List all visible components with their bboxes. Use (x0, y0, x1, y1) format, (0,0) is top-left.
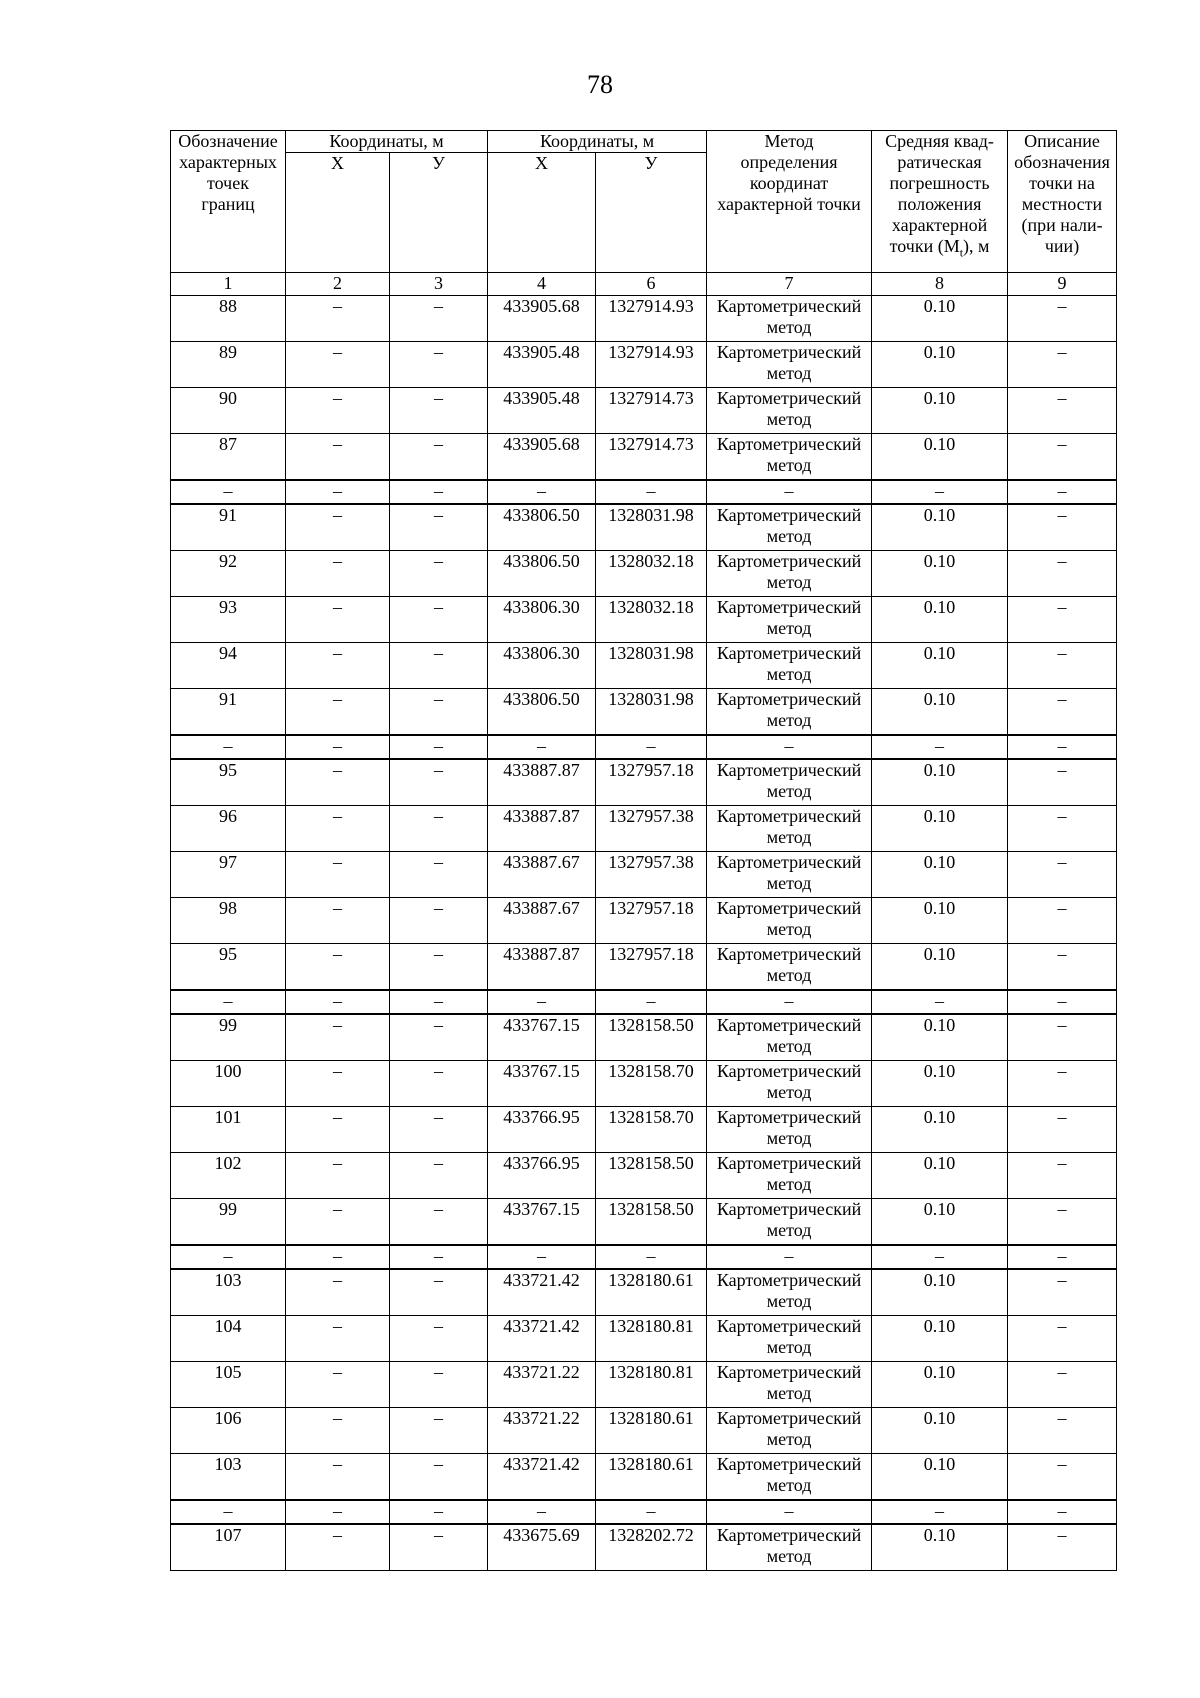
x-old-cell: – (286, 388, 390, 434)
x-new-cell: 433887.67 (488, 852, 596, 898)
x-old-cell: – (286, 1107, 390, 1153)
y-old-cell: – (390, 1524, 488, 1571)
separator-cell: – (596, 990, 707, 1014)
point-designation-cell: 87 (171, 434, 286, 481)
x-old-cell: – (286, 1153, 390, 1199)
description-cell: – (1008, 434, 1117, 481)
separator-cell: – (1008, 480, 1117, 504)
table-row (171, 1014, 1117, 1061)
header-number: 7 (707, 273, 872, 296)
header-coords-group-1: Координаты, м (286, 131, 488, 153)
method-cell: Картометрический метод (707, 434, 872, 481)
description-cell: – (1008, 1107, 1117, 1153)
error-cell: 0.10 (872, 689, 1008, 736)
error-cell: 0.10 (872, 852, 1008, 898)
method-cell: Картометрический метод (707, 597, 872, 643)
separator-cell: – (488, 990, 596, 1014)
method-cell: Картометрический метод (707, 1153, 872, 1199)
description-cell: – (1008, 852, 1117, 898)
error-cell: 0.10 (872, 1362, 1008, 1408)
separator-cell: – (286, 1500, 390, 1524)
method-cell: Картометрический метод (707, 1408, 872, 1454)
method-cell: Картометрический метод (707, 852, 872, 898)
point-designation-cell: 88 (171, 296, 286, 342)
separator-cell: – (596, 735, 707, 759)
separator-cell: – (596, 1500, 707, 1524)
table-row (171, 504, 1117, 551)
error-cell: 0.10 (872, 1454, 1008, 1501)
y-new-cell: 1327914.73 (596, 388, 707, 434)
method-cell: Картометрический метод (707, 689, 872, 736)
description-cell: – (1008, 551, 1117, 597)
separator-cell: – (286, 990, 390, 1014)
x-new-cell: 433905.68 (488, 434, 596, 481)
separator-cell: – (390, 990, 488, 1014)
error-cell: 0.10 (872, 504, 1008, 551)
point-designation-cell: 95 (171, 944, 286, 991)
x-old-cell: – (286, 1316, 390, 1362)
x-new-cell: 433905.48 (488, 388, 596, 434)
method-cell: Картометрический метод (707, 388, 872, 434)
y-old-cell: – (390, 504, 488, 551)
y-old-cell: – (390, 689, 488, 736)
description-cell: – (1008, 1153, 1117, 1199)
header-row-top (171, 131, 1117, 153)
header-number: 1 (171, 273, 286, 296)
table-row (171, 1153, 1117, 1199)
point-designation-cell: 96 (171, 806, 286, 852)
table-row (171, 1269, 1117, 1316)
header-error (872, 131, 1008, 273)
header-number: 9 (1008, 273, 1117, 296)
y-new-cell: 1328031.98 (596, 643, 707, 689)
y-old-cell: – (390, 1061, 488, 1107)
y-new-cell: 1328158.50 (596, 1153, 707, 1199)
x-old-cell: – (286, 504, 390, 551)
x-new-cell: 433806.50 (488, 551, 596, 597)
x-new-cell: 433767.15 (488, 1061, 596, 1107)
x-old-cell: – (286, 551, 390, 597)
x-new-cell: 433806.30 (488, 643, 596, 689)
x-old-cell: – (286, 852, 390, 898)
separator-cell: – (872, 480, 1008, 504)
separator-cell: – (171, 735, 286, 759)
x-new-cell: 433806.50 (488, 504, 596, 551)
separator-cell: – (707, 735, 872, 759)
separator-cell: – (596, 1245, 707, 1269)
separator-cell: – (707, 480, 872, 504)
point-designation-cell: 107 (171, 1524, 286, 1571)
y-old-cell: – (390, 388, 488, 434)
x-old-cell: – (286, 434, 390, 481)
table-row (171, 643, 1117, 689)
method-cell: Картометрический метод (707, 551, 872, 597)
y-old-cell: – (390, 1362, 488, 1408)
x-old-cell: – (286, 759, 390, 806)
y-old-cell: – (390, 852, 488, 898)
y-old-cell: – (390, 1107, 488, 1153)
header-error-text: Средняя квад- ратическая погрешность положения характерной точки (M (885, 131, 994, 256)
method-cell: Картометрический метод (707, 1269, 872, 1316)
method-cell: Картометрический метод (707, 296, 872, 342)
y-old-cell: – (390, 1014, 488, 1061)
separator-cell: – (171, 480, 286, 504)
description-cell: – (1008, 1199, 1117, 1246)
separator-cell: – (488, 1500, 596, 1524)
point-designation-cell: 101 (171, 1107, 286, 1153)
description-cell: – (1008, 689, 1117, 736)
header-error-tail: ), м (963, 236, 990, 256)
separator-row (171, 735, 1117, 759)
separator-cell: – (1008, 1500, 1117, 1524)
method-cell: Картометрический метод (707, 342, 872, 388)
x-old-cell: – (286, 806, 390, 852)
error-cell: 0.10 (872, 643, 1008, 689)
error-cell: 0.10 (872, 759, 1008, 806)
y-old-cell: – (390, 1454, 488, 1501)
y-new-cell: 1328180.61 (596, 1408, 707, 1454)
method-cell: Картометрический метод (707, 1316, 872, 1362)
y-old-cell: – (390, 1153, 488, 1199)
description-cell: – (1008, 504, 1117, 551)
error-cell: 0.10 (872, 597, 1008, 643)
separator-cell: – (488, 480, 596, 504)
separator-row (171, 990, 1117, 1014)
point-designation-cell: 106 (171, 1408, 286, 1454)
point-designation-cell: 95 (171, 759, 286, 806)
y-new-cell: 1328180.81 (596, 1316, 707, 1362)
separator-cell: – (488, 735, 596, 759)
y-new-cell: 1327914.73 (596, 434, 707, 481)
separator-cell: – (286, 735, 390, 759)
y-old-cell: – (390, 551, 488, 597)
error-cell: 0.10 (872, 296, 1008, 342)
table-row (171, 1362, 1117, 1408)
x-old-cell: – (286, 1362, 390, 1408)
separator-cell: – (171, 1245, 286, 1269)
error-cell: 0.10 (872, 342, 1008, 388)
header-number: 8 (872, 273, 1008, 296)
x-old-cell: – (286, 296, 390, 342)
y-new-cell: 1328158.50 (596, 1014, 707, 1061)
description-cell: – (1008, 643, 1117, 689)
x-old-cell: – (286, 643, 390, 689)
error-cell: 0.10 (872, 1408, 1008, 1454)
error-cell: 0.10 (872, 1316, 1008, 1362)
table-row (171, 1408, 1117, 1454)
point-designation-cell: 103 (171, 1269, 286, 1316)
separator-cell: – (286, 1245, 390, 1269)
point-designation-cell: 90 (171, 388, 286, 434)
separator-cell: – (1008, 990, 1117, 1014)
separator-cell: – (872, 735, 1008, 759)
table-row (171, 806, 1117, 852)
x-old-cell: – (286, 689, 390, 736)
y-old-cell: – (390, 1199, 488, 1246)
separator-cell: – (390, 1245, 488, 1269)
separator-row (171, 1245, 1117, 1269)
y-new-cell: 1327957.18 (596, 759, 707, 806)
header-x-old: Х (286, 153, 390, 273)
y-new-cell: 1328180.61 (596, 1454, 707, 1501)
description-cell: – (1008, 342, 1117, 388)
point-designation-cell: 91 (171, 689, 286, 736)
description-cell: – (1008, 944, 1117, 991)
y-old-cell: – (390, 643, 488, 689)
point-designation-cell: 97 (171, 852, 286, 898)
x-new-cell: 433721.22 (488, 1408, 596, 1454)
y-new-cell: 1327957.18 (596, 944, 707, 991)
point-designation-cell: 100 (171, 1061, 286, 1107)
description-cell: – (1008, 898, 1117, 944)
table-body (171, 131, 1117, 1571)
x-new-cell: 433905.68 (488, 296, 596, 342)
method-cell: Картометрический метод (707, 1362, 872, 1408)
method-cell: Картометрический метод (707, 643, 872, 689)
x-new-cell: 433905.48 (488, 342, 596, 388)
separator-cell: – (171, 1500, 286, 1524)
x-new-cell: 433766.95 (488, 1153, 596, 1199)
method-cell: Картометрический метод (707, 759, 872, 806)
error-cell: 0.10 (872, 1524, 1008, 1571)
point-designation-cell: 105 (171, 1362, 286, 1408)
separator-cell: – (390, 1500, 488, 1524)
description-cell: – (1008, 1061, 1117, 1107)
x-new-cell: 433887.87 (488, 806, 596, 852)
point-designation-cell: 94 (171, 643, 286, 689)
table-row (171, 342, 1117, 388)
header-x-new: Х (488, 153, 596, 273)
x-new-cell: 433766.95 (488, 1107, 596, 1153)
error-cell: 0.10 (872, 944, 1008, 991)
description-cell: – (1008, 388, 1117, 434)
y-new-cell: 1328180.81 (596, 1362, 707, 1408)
description-cell: – (1008, 1524, 1117, 1571)
y-old-cell: – (390, 342, 488, 388)
point-designation-cell: 98 (171, 898, 286, 944)
error-cell: 0.10 (872, 1269, 1008, 1316)
description-cell: – (1008, 597, 1117, 643)
page-number: 78 (587, 70, 613, 99)
x-new-cell: 433675.69 (488, 1524, 596, 1571)
separator-cell: – (390, 735, 488, 759)
header-row-numbers (171, 273, 1117, 296)
y-old-cell: – (390, 944, 488, 991)
separator-cell: – (1008, 1245, 1117, 1269)
header-number: 4 (488, 273, 596, 296)
description-cell: – (1008, 1269, 1117, 1316)
point-designation-cell: 92 (171, 551, 286, 597)
separator-cell: – (390, 480, 488, 504)
method-cell: Картометрический метод (707, 1014, 872, 1061)
header-method: Метод определения координат характерной точки (707, 131, 872, 273)
table-row (171, 689, 1117, 736)
y-new-cell: 1328158.50 (596, 1199, 707, 1246)
separator-cell: – (707, 1245, 872, 1269)
description-cell: – (1008, 1408, 1117, 1454)
x-new-cell: 433806.30 (488, 597, 596, 643)
x-new-cell: 433887.67 (488, 898, 596, 944)
error-cell: 0.10 (872, 1061, 1008, 1107)
method-cell: Картометрический метод (707, 1524, 872, 1571)
method-cell: Картометрический метод (707, 806, 872, 852)
y-new-cell: 1328032.18 (596, 551, 707, 597)
description-cell: – (1008, 1316, 1117, 1362)
y-new-cell: 1327957.18 (596, 898, 707, 944)
table-row (171, 296, 1117, 342)
table-row (171, 944, 1117, 991)
point-designation-cell: 104 (171, 1316, 286, 1362)
method-cell: Картометрический метод (707, 944, 872, 991)
error-cell: 0.10 (872, 898, 1008, 944)
x-new-cell: 433887.87 (488, 759, 596, 806)
description-cell: – (1008, 759, 1117, 806)
description-cell: – (1008, 806, 1117, 852)
x-new-cell: 433806.50 (488, 689, 596, 736)
y-new-cell: 1327957.38 (596, 852, 707, 898)
y-old-cell: – (390, 759, 488, 806)
separator-cell: – (872, 990, 1008, 1014)
x-new-cell: 433721.22 (488, 1362, 596, 1408)
method-cell: Картометрический метод (707, 504, 872, 551)
header-y-old: У (390, 153, 488, 273)
y-old-cell: – (390, 1269, 488, 1316)
x-old-cell: – (286, 1199, 390, 1246)
header-point-designation: Обозначение характерных точек границ (171, 131, 286, 273)
header-error-subscript: t (959, 245, 964, 260)
x-new-cell: 433767.15 (488, 1014, 596, 1061)
separator-cell: – (872, 1245, 1008, 1269)
x-new-cell: 433721.42 (488, 1269, 596, 1316)
method-cell: Картометрический метод (707, 1061, 872, 1107)
y-new-cell: 1327914.93 (596, 296, 707, 342)
y-new-cell: 1328180.61 (596, 1269, 707, 1316)
header-number: 6 (596, 273, 707, 296)
method-cell: Картометрический метод (707, 1107, 872, 1153)
error-cell: 0.10 (872, 1199, 1008, 1246)
error-cell: 0.10 (872, 388, 1008, 434)
error-cell: 0.10 (872, 1014, 1008, 1061)
y-old-cell: – (390, 898, 488, 944)
separator-row (171, 480, 1117, 504)
separator-cell: – (488, 1245, 596, 1269)
separator-cell: – (596, 480, 707, 504)
separator-cell: – (872, 1500, 1008, 1524)
table-row (171, 597, 1117, 643)
y-old-cell: – (390, 806, 488, 852)
error-cell: 0.10 (872, 551, 1008, 597)
table-row (171, 434, 1117, 481)
table-row (171, 1454, 1117, 1501)
header-number: 3 (390, 273, 488, 296)
y-new-cell: 1328202.72 (596, 1524, 707, 1571)
y-new-cell: 1328031.98 (596, 504, 707, 551)
y-old-cell: – (390, 597, 488, 643)
y-new-cell: 1328158.70 (596, 1107, 707, 1153)
x-old-cell: – (286, 1061, 390, 1107)
point-designation-cell: 93 (171, 597, 286, 643)
x-old-cell: – (286, 597, 390, 643)
table-row (171, 388, 1117, 434)
point-designation-cell: 89 (171, 342, 286, 388)
coordinates-table (170, 130, 1117, 1571)
description-cell: – (1008, 1454, 1117, 1501)
y-new-cell: 1328032.18 (596, 597, 707, 643)
y-new-cell: 1327914.93 (596, 342, 707, 388)
x-new-cell: 433767.15 (488, 1199, 596, 1246)
y-old-cell: – (390, 434, 488, 481)
error-cell: 0.10 (872, 1107, 1008, 1153)
table-row (171, 852, 1117, 898)
y-new-cell: 1328158.70 (596, 1061, 707, 1107)
point-designation-cell: 99 (171, 1014, 286, 1061)
method-cell: Картометрический метод (707, 898, 872, 944)
y-old-cell: – (390, 1316, 488, 1362)
x-old-cell: – (286, 1408, 390, 1454)
x-old-cell: – (286, 898, 390, 944)
separator-cell: – (286, 480, 390, 504)
table-row (171, 759, 1117, 806)
x-old-cell: – (286, 944, 390, 991)
x-new-cell: 433887.87 (488, 944, 596, 991)
header-number: 2 (286, 273, 390, 296)
y-new-cell: 1328031.98 (596, 689, 707, 736)
separator-cell: – (171, 990, 286, 1014)
separator-cell: – (1008, 735, 1117, 759)
error-cell: 0.10 (872, 806, 1008, 852)
separator-row (171, 1500, 1117, 1524)
separator-cell: – (707, 1500, 872, 1524)
point-designation-cell: 103 (171, 1454, 286, 1501)
separator-cell: – (707, 990, 872, 1014)
table-row (171, 1061, 1117, 1107)
y-old-cell: – (390, 296, 488, 342)
point-designation-cell: 91 (171, 504, 286, 551)
table-row (171, 551, 1117, 597)
header-description: Описание обозначения точки на местности (при нали- чии) (1008, 131, 1117, 273)
method-cell: Картометрический метод (707, 1199, 872, 1246)
y-old-cell: – (390, 1408, 488, 1454)
table-row (171, 1316, 1117, 1362)
x-old-cell: – (286, 1269, 390, 1316)
point-designation-cell: 102 (171, 1153, 286, 1199)
point-designation-cell: 99 (171, 1199, 286, 1246)
x-new-cell: 433721.42 (488, 1454, 596, 1501)
header-coords-group-2: Координаты, м (488, 131, 707, 153)
table-row (171, 898, 1117, 944)
description-cell: – (1008, 1362, 1117, 1408)
description-cell: – (1008, 1014, 1117, 1061)
error-cell: 0.10 (872, 1153, 1008, 1199)
table-row (171, 1524, 1117, 1571)
header-y-new: У (596, 153, 707, 273)
description-cell: – (1008, 296, 1117, 342)
x-old-cell: – (286, 342, 390, 388)
y-new-cell: 1327957.38 (596, 806, 707, 852)
table-row (171, 1199, 1117, 1246)
x-new-cell: 433721.42 (488, 1316, 596, 1362)
x-old-cell: – (286, 1454, 390, 1501)
x-old-cell: – (286, 1524, 390, 1571)
error-cell: 0.10 (872, 434, 1008, 481)
method-cell: Картометрический метод (707, 1454, 872, 1501)
x-old-cell: – (286, 1014, 390, 1061)
table-row (171, 1107, 1117, 1153)
